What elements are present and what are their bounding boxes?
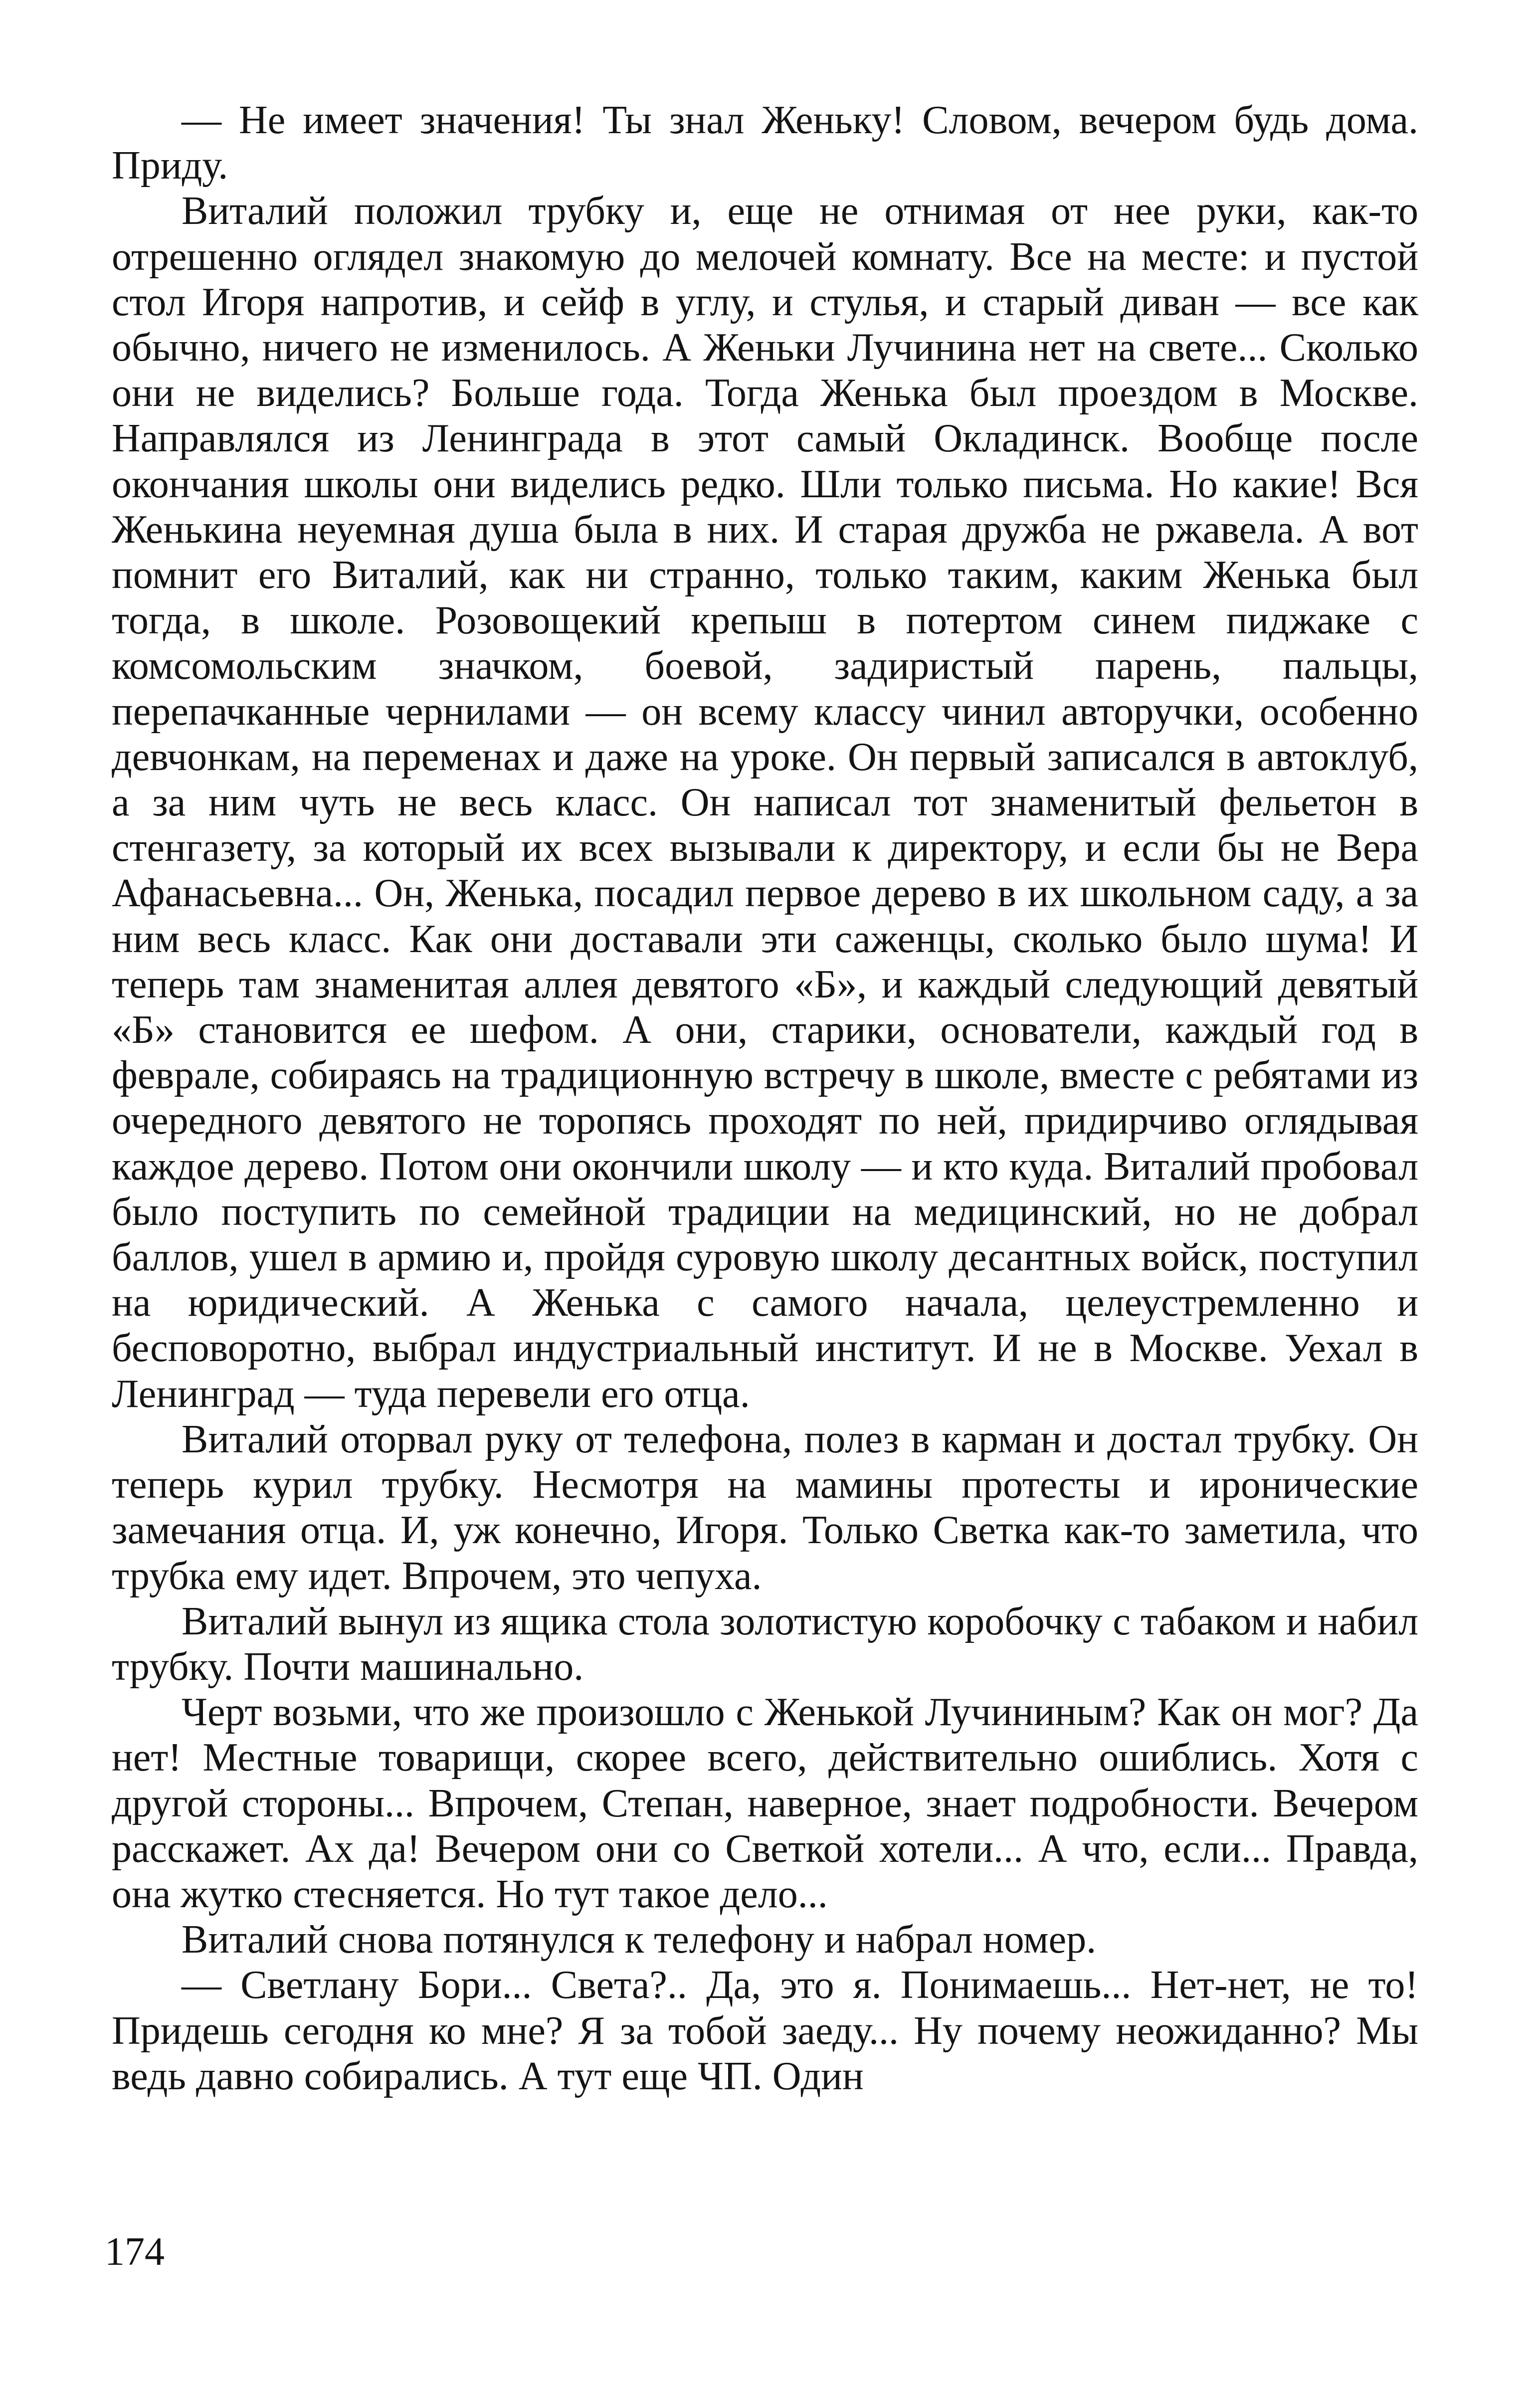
paragraph-3: Виталий оторвал руку от телефона, полез в карман и достал трубку. Он теперь курил трубку. Несмотря на мамины протесты и иронические замечания отца. И, уж конечно, Игоря. Только Светка как-то заметила, что трубка ему идет. Впрочем, это чепуха. <box>112 1417 1418 1598</box>
paragraph-7: — Светлану Бори... Света?.. Да, это я. Понимаешь... Нет-нет, не то! Придешь сегодня ко мне? Я за тобой заеду... Ну почему неожиданно? Мы ведь давно собирались. А тут еще ЧП. Один <box>112 1963 1418 2098</box>
page-body-text <box>112 98 1418 2099</box>
paragraph-4: Виталий вынул из ящика стола золотистую коробочку с табаком и набил трубку. Почти машинально. <box>112 1599 1418 1689</box>
page-number: 174 <box>105 2230 165 2274</box>
paragraph-6: Виталий снова потянулся к телефону и набрал номер. <box>182 1918 1097 1962</box>
paragraph-5: Черт возьми, что же произошло с Женькой Лучининым? Как он мог? Да нет! Местные товарищи, скорее всего, действительно ошиблись. Хотя с другой стороны... Впрочем, Степан, наверное, знает подробности. Вечером расскажет. Ах да! Вечером они со Светкой хотели... А что, если... Правда, она жутко стесняется. Но тут такое дело... <box>112 1690 1418 1916</box>
paragraph-2: Виталий положил трубку и, еще не отнимая от нее руки, как-то отрешенно оглядел знакомую до мелочей комнату. Все на месте: и пустой стол Игоря напротив, и сейф в углу, и стулья, и старый диван — все как обычно, ничего не изменилось. А Женьки Лучинина нет на свете... Сколько они не виделись? Больше года. Тогда Женька был проездом в Москве. Направлялся из Ленинграда в этот самый Окладинск. Вообще после окончания школы они виделись редко. Шли только письма. Но какие! Вся Женькина неуемная душа была в них. И старая дружба не ржавела. А вот помнит его Виталий, как ни странно, только таким, каким Женька был тогда, в школе. Розовощекий крепыш в потертом синем пиджаке с комсомольским значком, боевой, задиристый парень, пальцы, перепачканные чернилами — он всему классу чинил авторучки, особенно девчонкам, на переменах и даже на уроке. Он первый записался в автоклуб, а за ним чуть не весь класс. Он написал тот знаменитый фельетон в стенгазету, за который их всех вызывали к директору, и если бы не Вера Афанасьевна... Он, Женька, посадил первое дерево в их школьном саду, а за ним весь класс. Как они доставали эти саженцы, сколько было шума! И теперь там знаменитая аллея девятого «Б», и каждый следующий девятый «Б» становится ее шефом. А они, старики, основатели, каждый год в феврале, собираясь на традиционную встречу в школе, вместе с ребятами из очередного девятого не торопясь проходят по ней, придирчиво оглядывая каждое дерево. Потом они окончили школу — и кто куда. Виталий пробовал было поступить по семейной традиции на медицинский, но не добрал баллов, ушел в армию и, пройдя суровую школу десантных войск, поступил на юридический. А Женька с самого начала, целеустремленно и бесповоротно, выбрал индустриальный институт. И не в Москве. Уехал в Ленинград — туда перевели его отца. <box>112 189 1418 1416</box>
paragraph-1: — Не имеет значения! Ты знал Женьку! Словом, вечером будь дома. Приду. <box>112 98 1418 188</box>
